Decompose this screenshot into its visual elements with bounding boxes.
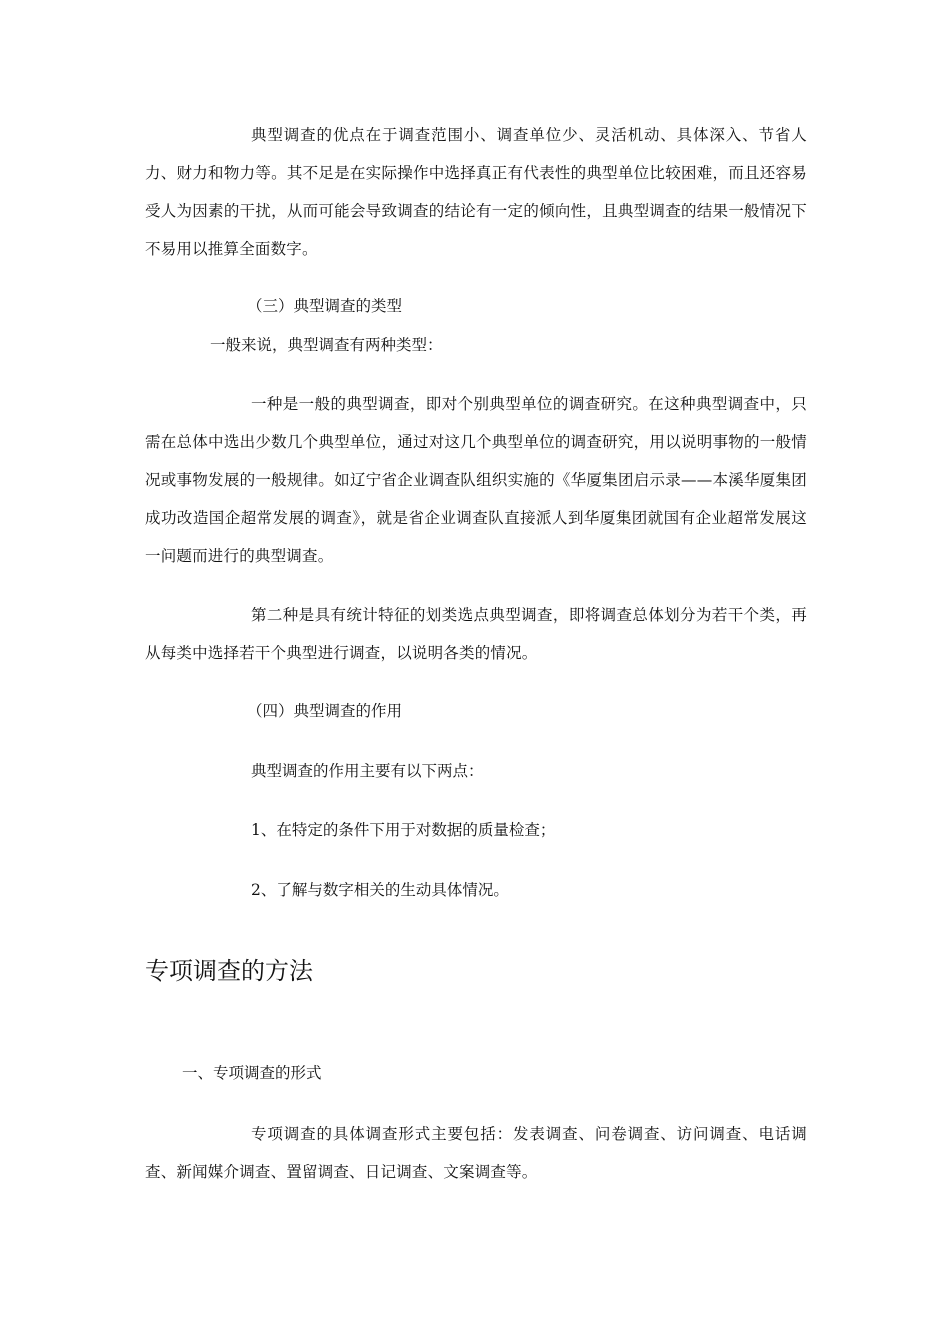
section-heading-types: （三）典型调查的类型 bbox=[247, 297, 403, 315]
use-item-1: 1、在特定的条件下用于对数据的质量检查； bbox=[251, 821, 556, 839]
paragraph-type-one: 一种是一般的典型调查，即对个别典型单位的调查研究。在这种典型调查中，只需在总体中选出少数几个典型单位，通过对这几个典型单位的调查研究，用以说明事物的一般情况或事物发展的一般规律。如辽宁省企业调查队组织实施的《华厦集团启示录——本溪华厦集团成功改造国企超常发展的调查》，就是省企业调查队直接派人到华厦集团就国有企业超常发展这一问题而进行的典型调查。 bbox=[145, 395, 807, 565]
chapter-heading-special-survey: 专项调查的方法 bbox=[145, 957, 313, 985]
subsection-heading-forms: 一、专项调查的形式 bbox=[182, 1064, 322, 1082]
section-heading-uses: （四）典型调查的作用 bbox=[247, 702, 403, 720]
paragraph-advantages: 典型调查的优点在于调查范围小、调查单位少、灵活机动、具体深入、节省人力、财力和物力等。其不足是在实际操作中选择真正有代表性的典型单位比较困难，而且还容易受人为因素的干扰，从而可能会导致调查的结论有一定的倾向性，且典型调查的结果一般情况下不易用以推算全面数字。 bbox=[145, 126, 807, 258]
use-item-2: 2、了解与数字相关的生动具体情况。 bbox=[251, 881, 509, 899]
types-intro: 一般来说，典型调查有两种类型： bbox=[210, 336, 443, 354]
paragraph-type-two: 第二种是具有统计特征的划类选点典型调查，即将调查总体划分为若干个类，再从每类中选择若干个典型进行调查，以说明各类的情况。 bbox=[145, 606, 807, 662]
paragraph-forms: 专项调查的具体调查形式主要包括：发表调查、问卷调查、访问调查、电话调查、新闻媒介调查、置留调查、日记调查、文案调查等。 bbox=[145, 1125, 807, 1181]
uses-intro: 典型调查的作用主要有以下两点： bbox=[251, 762, 484, 780]
